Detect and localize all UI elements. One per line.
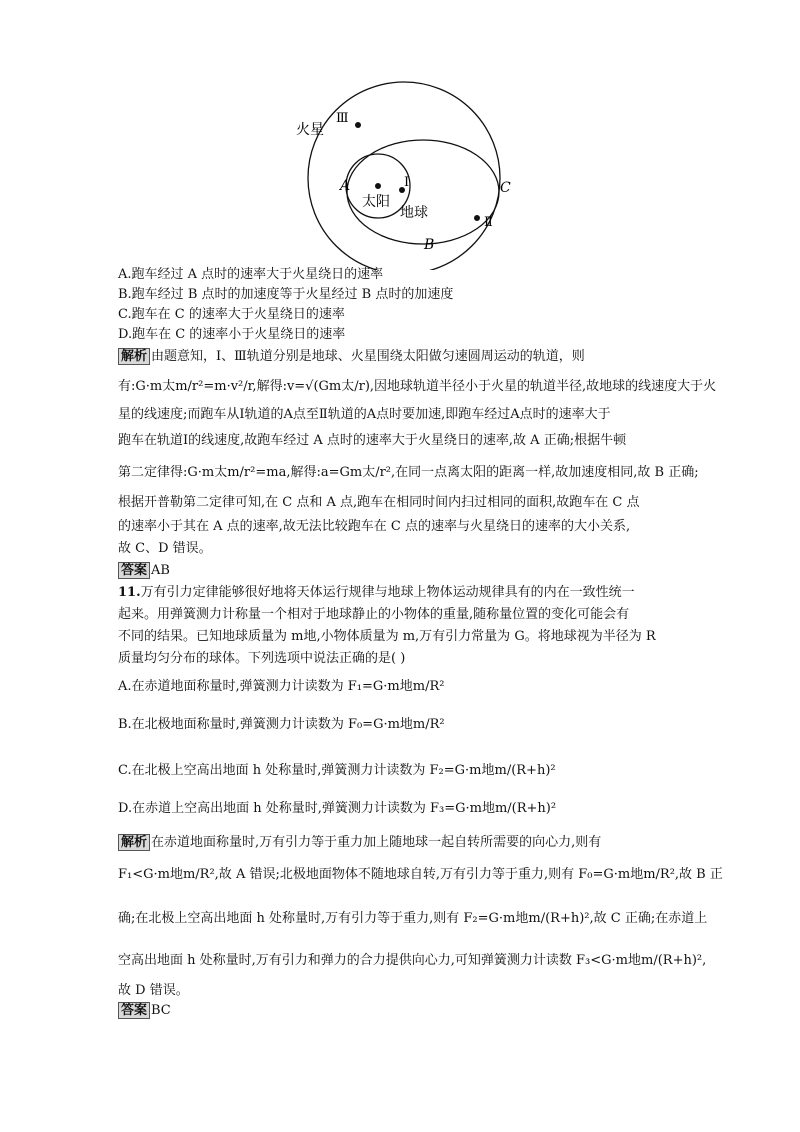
- label-orbit-iii: Ⅲ: [336, 111, 349, 126]
- q10-answer-line: [118, 562, 170, 580]
- q10-option-d: D.跑车在 C 的速率小于火星绕日的速率: [118, 327, 346, 342]
- q11-option-d: D.在赤道上空高出地面 h 处称量时,弹簧测力计读数为 F₃=G·m地m/(R+h)²: [118, 801, 557, 816]
- q11-analysis-line-1: [118, 834, 601, 852]
- q11-option-c: C.在北极上空高出地面 h 处称量时,弹簧测力计读数为 F₂=G·m地m/(R+h)²: [118, 763, 556, 778]
- q10-analysis-line-7: 的速率小于其在 A 点的速率,故无法比较跑车在 C 点的速率与火星绕日的速率的大小关系,: [118, 519, 631, 534]
- mars-dot: [355, 122, 361, 128]
- q11-analysis-text-1: 在赤道地面称量时,万有引力等于重力加上随地球一起自转所需要的向心力,则有: [151, 835, 602, 850]
- q11-stem-text-1: 万有引力定律能够很好地将天体运行规律与地球上物体运动规律具有的内在一致性统一: [140, 585, 635, 600]
- q10-analysis-line-8: 故 C、D 错误。: [118, 541, 212, 556]
- q10-analysis-line-3: 星的线速度;而跑车从Ⅰ轨道的A点至Ⅱ轨道的A点时要加速,即跑车经过A点时的速率大于: [118, 407, 611, 422]
- q10-option-b: B.跑车经过 B 点时的加速度等于火星经过 B 点时的加速度: [118, 287, 454, 302]
- q11-stem-line-4: 质量均匀分布的球体。下列选项中说法正确的是( ): [118, 651, 406, 666]
- q11-stem-line-3: 不同的结果。已知地球质量为 m地,小物体质量为 m,万有引力常量为 G。将地球视为半径为 R: [118, 629, 656, 644]
- q10-analysis-text-1: 由题意知，Ⅰ、Ⅲ轨道分别是地球、火星围绕太阳做匀速圆周运动的轨道，则: [151, 349, 585, 364]
- q11-analysis-line-3: 确;在北极上空高出地面 h 处称量时,万有引力等于重力,则有 F₂=G·m地m/(R+h)²,故 C 正确;在赤道上: [118, 911, 708, 926]
- q10-option-c: C.跑车在 C 的速率大于火星绕日的速率: [118, 307, 345, 322]
- point-b-dot: [474, 215, 480, 221]
- q10-option-a: A.跑车经过 A 点时的速率大于火星绕日的速率: [118, 267, 384, 282]
- q10-answer-badge: 答案: [118, 562, 150, 579]
- label-orbit-ii: Ⅱ: [484, 215, 493, 230]
- label-point-b: B: [424, 237, 435, 253]
- q11-option-a: A.在赤道地面称量时,弹簧测力计读数为 F₁=G·m地m/R²: [118, 679, 445, 694]
- q10-analysis-line-5: 第二定律得:G·m太m/r²=ma,解得:a=Gm太/r²,在同一点离太阳的距离一样,故加速度相同,故 B 正确;: [118, 465, 699, 480]
- q11-answer-line: [118, 1002, 171, 1020]
- label-orbit-i: Ⅰ: [404, 175, 410, 190]
- q11-answer-value: BC: [151, 1003, 171, 1018]
- orbit-diagram: [0, 0, 800, 270]
- q11-option-b: B.在北极地面称量时,弹簧测力计读数为 F₀=G·m地m/R²: [118, 717, 445, 732]
- q11-stem-line-1: [118, 584, 635, 602]
- label-point-a: A: [340, 178, 351, 194]
- label-earth: 地球: [400, 205, 428, 221]
- q11-analysis-badge: 解析: [118, 834, 150, 851]
- label-mars: 火星: [296, 122, 324, 138]
- q10-answer-value: AB: [151, 563, 170, 578]
- q10-analysis-line-4: 跑车在轨道Ⅰ的线速度,故跑车经过 A 点时的速率大于火星绕日的速率,故 A 正确;根据牛顿: [118, 433, 627, 448]
- q10-analysis-line-6: 根据开普勒第二定律可知,在 C 点和 A 点,跑车在相同时间内扫过相同的面积,故跑车在 C 点: [118, 495, 640, 510]
- q11-answer-badge: 答案: [118, 1002, 150, 1019]
- label-sun: 太阳: [362, 194, 390, 210]
- q10-analysis-line-1: [118, 348, 585, 366]
- q10-analysis-line-2: 有:G·m太m/r²=m·v²/r,解得:v=√(Gm太/r),因地球轨道半径小于火星的轨道半径,故地球的线速度大于火: [118, 379, 717, 394]
- q11-stem-line-2: 起来。用弹簧测力计称量一个相对于地球静止的小物体的重量,随称量位置的变化可能会有: [118, 607, 630, 622]
- q11-analysis-line-4: 空高出地面 h 处称量时,万有引力和弹力的合力提供向心力,可知弹簧测力计读数 F₃<G·m地m/(R+h)²,: [118, 953, 707, 968]
- q11-analysis-line-2: F₁<G·m地m/R²,故 A 错误;北极地面物体不随地球自转,万有引力等于重力,则有 F₀=G·m地m/R²,故 B 正: [118, 867, 723, 882]
- label-point-c: C: [500, 180, 511, 196]
- q11-analysis-line-5: 故 D 错误。: [118, 983, 189, 998]
- q10-analysis-badge: 解析: [118, 348, 150, 365]
- sun-dot: [375, 183, 381, 189]
- q11-number: 11.: [118, 585, 141, 600]
